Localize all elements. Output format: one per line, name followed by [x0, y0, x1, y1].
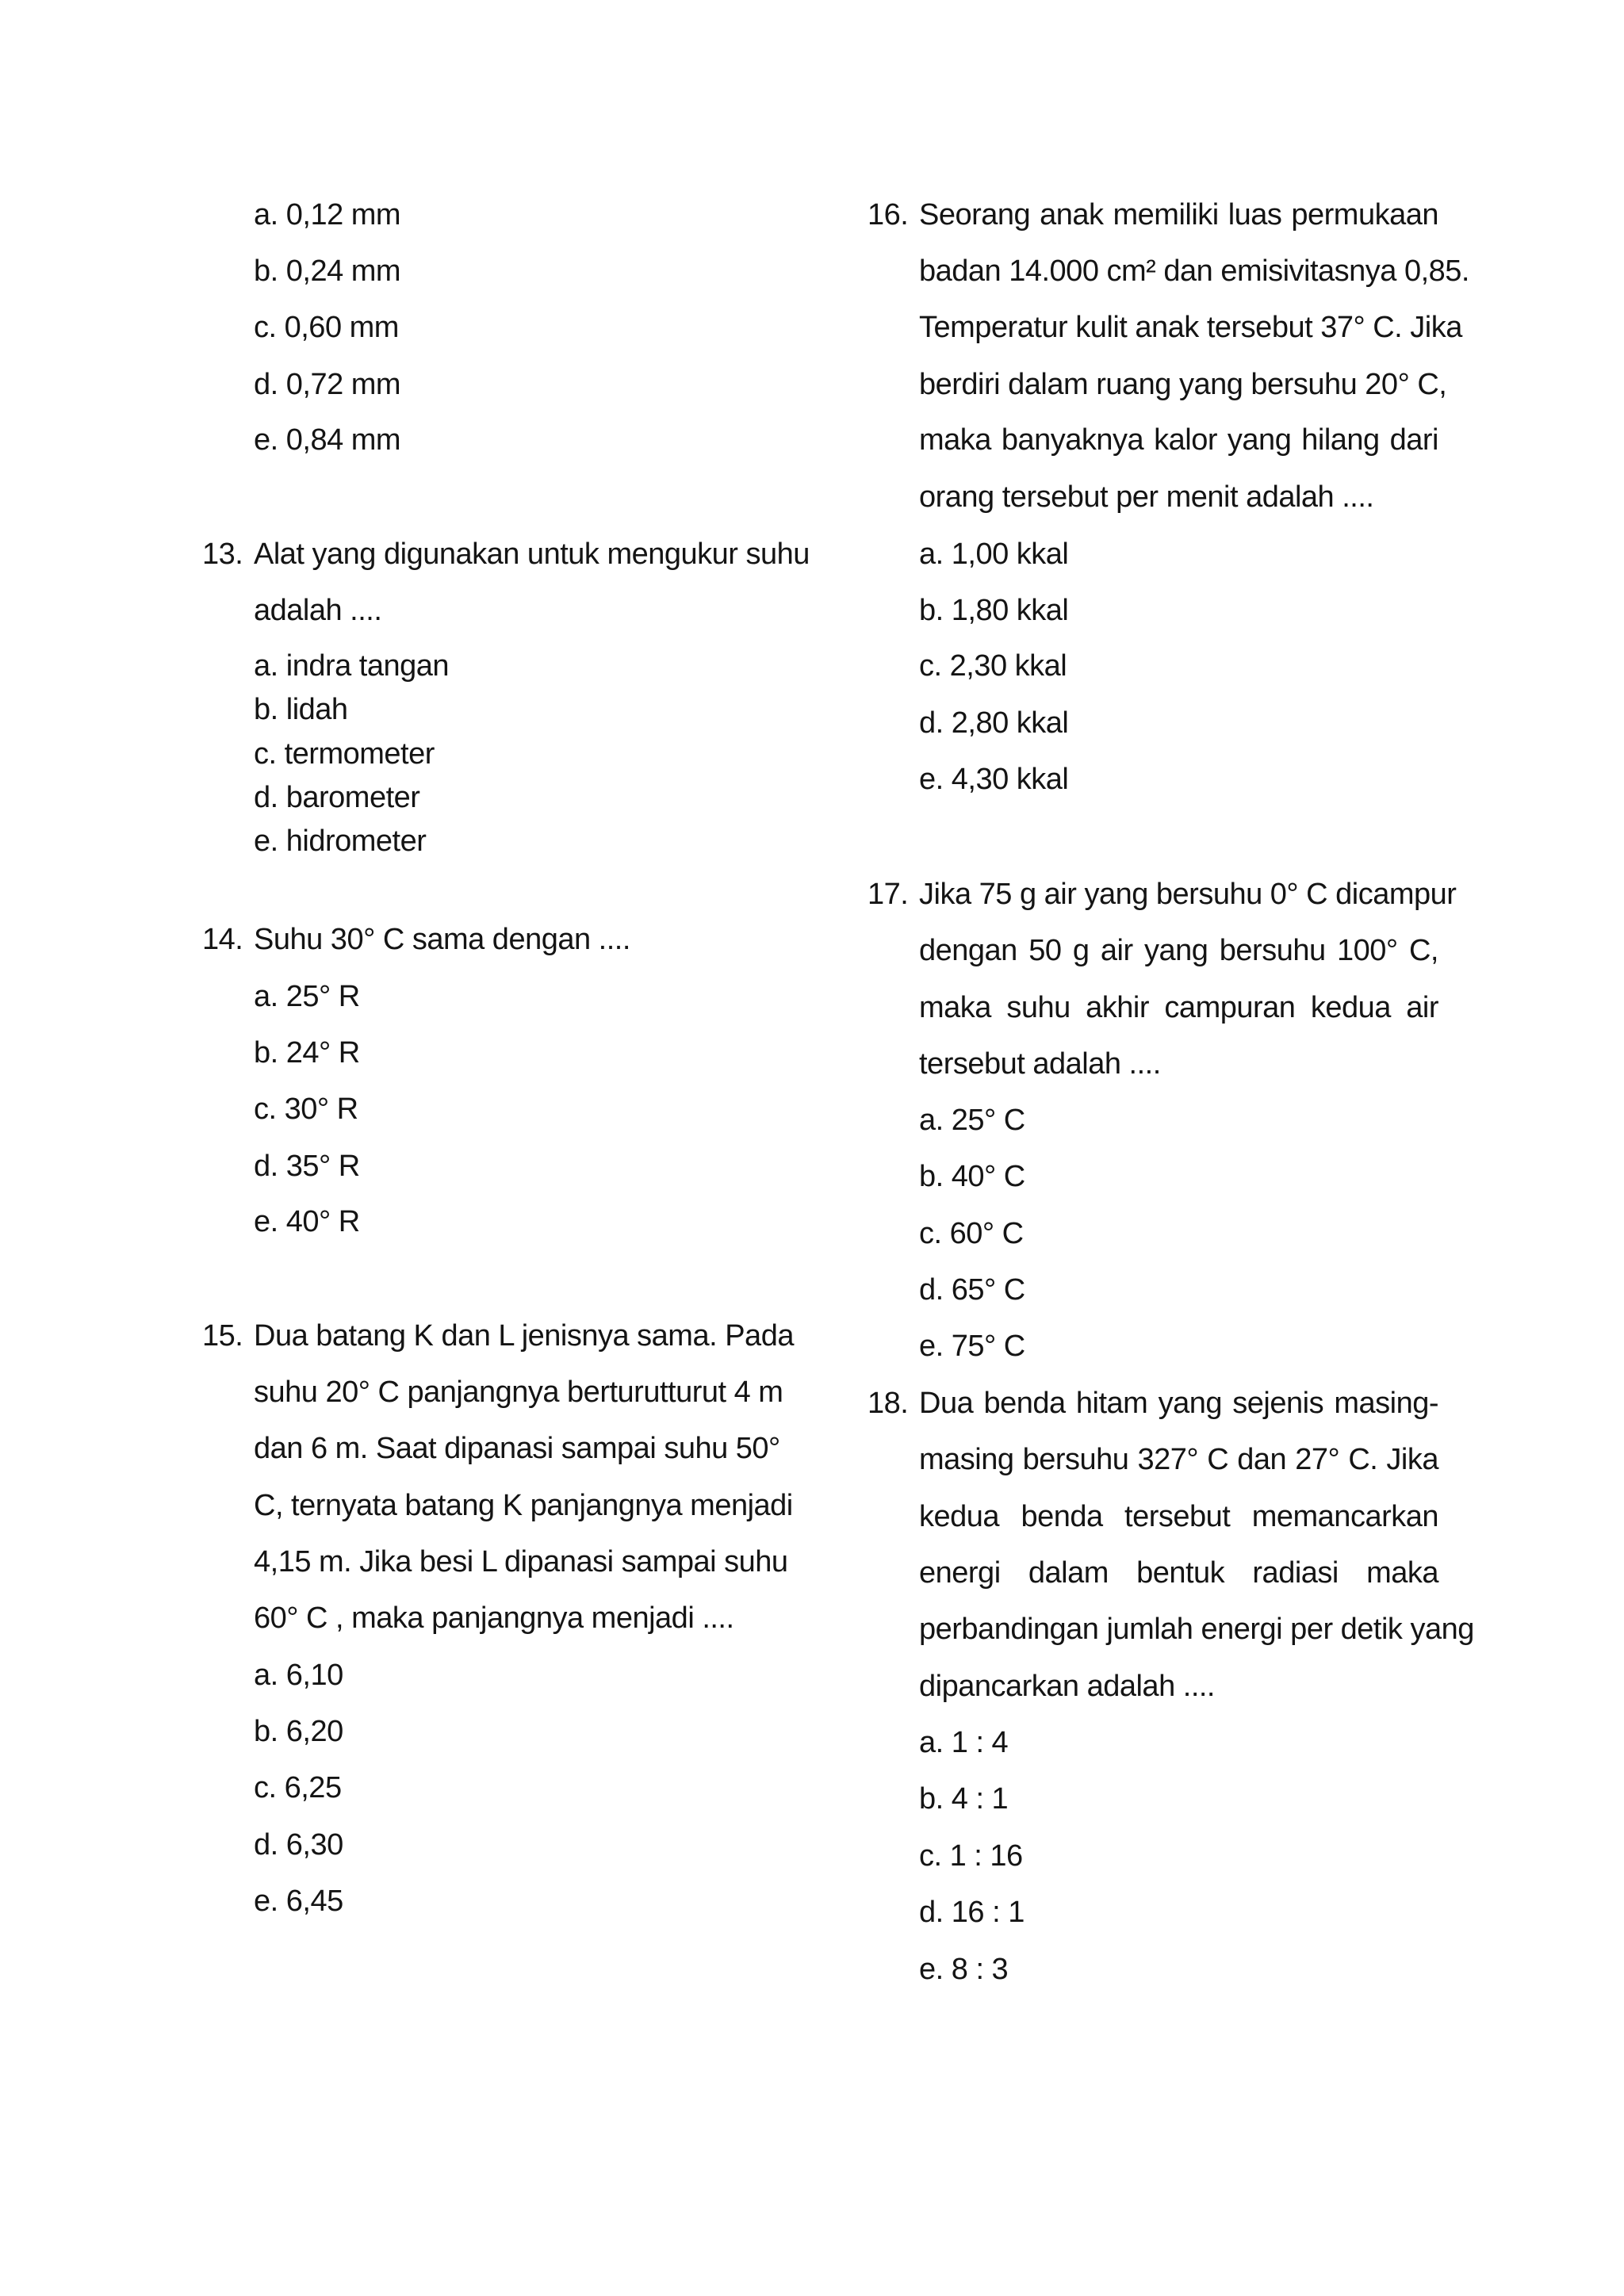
question-text-line: 60° C , maka panjangnya menjadi .... — [254, 1601, 734, 1635]
question-text-line: Dua benda hitam yang sejenis masing- — [919, 1387, 1438, 1420]
question-number: 18. — [868, 1387, 909, 1420]
option-d: d. 35° R — [254, 1150, 360, 1183]
question-text-line: berdiri dalam ruang yang bersuhu 20° C, — [919, 368, 1447, 401]
option-e: e. 75° C — [919, 1330, 1025, 1363]
option-a: a. 25° C — [919, 1104, 1025, 1137]
option-d: d. 6,30 — [254, 1828, 343, 1862]
question-text-line: Alat yang digunakan untuk mengukur suhu — [254, 538, 810, 571]
question-text-line: energi dalam bentuk radiasi maka — [919, 1556, 1438, 1590]
option-e: e. 0,84 mm — [254, 423, 401, 457]
question-text-line: Temperatur kulit anak tersebut 37° C. Jika — [919, 311, 1462, 344]
option-d: d. 16 : 1 — [919, 1896, 1025, 1929]
question-text-line: maka suhu akhir campuran kedua air — [919, 991, 1438, 1024]
question-text-line: adalah .... — [254, 594, 382, 627]
option-e: e. 8 : 3 — [919, 1953, 1009, 1986]
question-text-line: C, ternyata batang K panjangnya menjadi — [254, 1489, 793, 1522]
question-number: 13. — [202, 538, 243, 571]
option-b: b. lidah — [254, 693, 348, 726]
option-a: a. 25° R — [254, 980, 360, 1013]
option-e: e. 6,45 — [254, 1885, 343, 1918]
option-b: b. 40° C — [919, 1160, 1025, 1193]
option-d: d. 2,80 kkal — [919, 706, 1069, 740]
option-a: a. 0,12 mm — [254, 198, 401, 232]
option-b: b. 1,80 kkal — [919, 594, 1069, 627]
question-number: 14. — [202, 923, 243, 956]
option-c: c. 2,30 kkal — [919, 649, 1067, 683]
question-text-line: tersebut adalah .... — [919, 1047, 1161, 1081]
question-text-line: maka banyaknya kalor yang hilang dari — [919, 423, 1438, 457]
option-b: b. 24° R — [254, 1036, 360, 1070]
option-e: e. 40° R — [254, 1205, 360, 1238]
question-text-line: dengan 50 g air yang bersuhu 100° C, — [919, 934, 1438, 967]
option-b: b. 0,24 mm — [254, 254, 401, 288]
question-text-line: Dua batang K dan L jenisnya sama. Pada — [254, 1319, 794, 1353]
option-d: d. 65° C — [919, 1273, 1025, 1307]
option-b: b. 4 : 1 — [919, 1782, 1009, 1816]
option-c: c. termometer — [254, 737, 435, 771]
option-d: d. 0,72 mm — [254, 368, 401, 401]
question-number: 15. — [202, 1319, 243, 1353]
option-c: c. 30° R — [254, 1093, 358, 1126]
option-a: a. 1 : 4 — [919, 1726, 1009, 1759]
option-a: a. 6,10 — [254, 1659, 343, 1692]
question-text-line: dan 6 m. Saat dipanasi sampai suhu 50° — [254, 1432, 780, 1465]
option-c: c. 1 : 16 — [919, 1839, 1023, 1873]
option-a: a. 1,00 kkal — [919, 538, 1069, 571]
question-text-line: kedua benda tersebut memancarkan — [919, 1500, 1438, 1533]
option-c: c. 6,25 — [254, 1771, 342, 1804]
option-b: b. 6,20 — [254, 1715, 343, 1748]
option-c: c. 0,60 mm — [254, 311, 399, 344]
question-text-line: 4,15 m. Jika besi L dipanasi sampai suhu — [254, 1545, 788, 1578]
question-text-line: masing bersuhu 327° C dan 27° C. Jika — [919, 1443, 1438, 1476]
question-text-line: Seorang anak memiliki luas permukaan — [919, 198, 1438, 232]
question-text-line: dipancarkan adalah .... — [919, 1670, 1215, 1703]
question-text-line: perbandingan jumlah energi per detik yang — [919, 1613, 1474, 1646]
option-c: c. 60° C — [919, 1217, 1024, 1250]
question-text-line: orang tersebut per menit adalah .... — [919, 480, 1374, 514]
option-e: e. 4,30 kkal — [919, 763, 1069, 796]
question-number: 17. — [868, 878, 909, 911]
option-a: a. indra tangan — [254, 649, 450, 683]
question-text-line: badan 14.000 cm² dan emisivitasnya 0,85. — [919, 254, 1469, 288]
question-number: 16. — [868, 198, 909, 232]
question-text-line: Suhu 30° C sama dengan .... — [254, 923, 630, 956]
question-text-line: suhu 20° C panjangnya berturutturut 4 m — [254, 1376, 783, 1409]
question-text-line: Jika 75 g air yang bersuhu 0° C dicampur — [919, 878, 1457, 911]
option-d: d. barometer — [254, 781, 420, 814]
option-e: e. hidrometer — [254, 825, 427, 858]
